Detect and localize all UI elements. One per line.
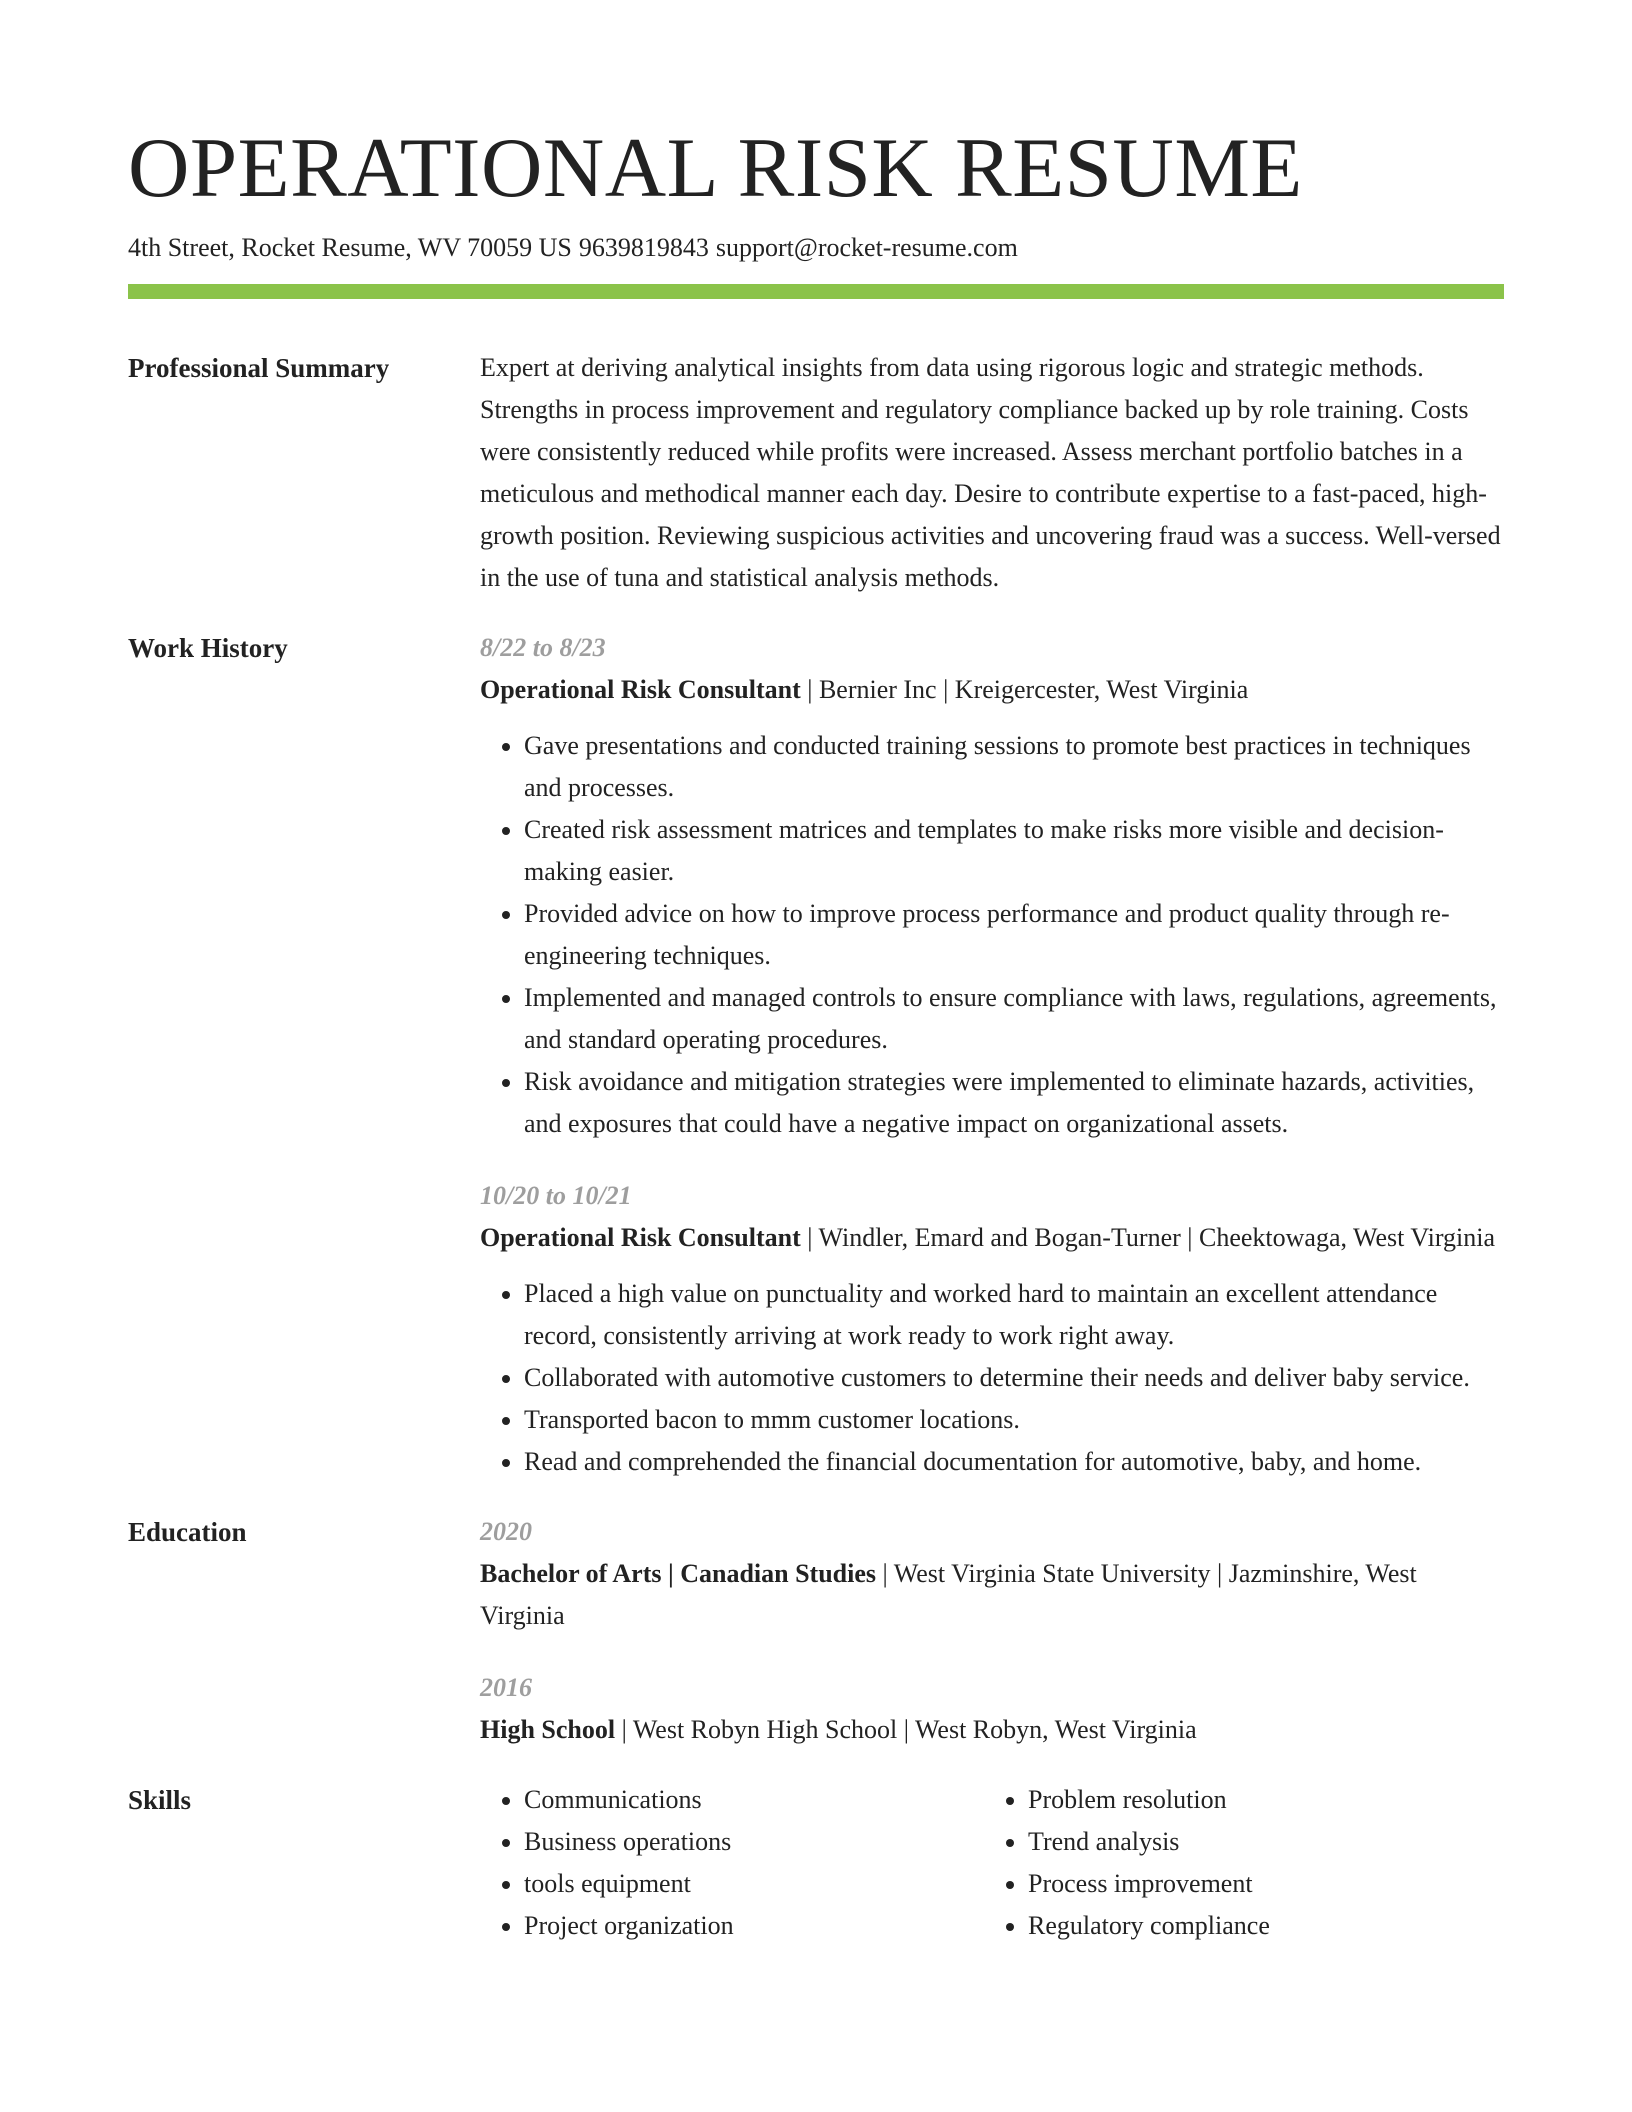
contact-line [128, 230, 1504, 266]
skill-item: • Project organization [524, 1905, 984, 1947]
job-dates: 10/20 to 10/21 [480, 1181, 632, 1210]
job-entry [480, 627, 1504, 1145]
resume-title: OPERATIONAL RISK RESUME [128, 121, 1303, 215]
skill-item: • Regulatory compliance [1028, 1905, 1488, 1947]
education-year: 2020 [480, 1517, 532, 1546]
resume-page [128, 118, 1504, 1975]
job-bullet-list [480, 725, 1504, 1145]
job-bullet: • Placed a high value on punctuality and worked hard to maintain an excellent attendance record, consistently arriving at work ready to work right away. [524, 1273, 1504, 1357]
education-details: | West Robyn High School | West Robyn, West Virginia [615, 1715, 1197, 1744]
work-history-section [128, 627, 1504, 1483]
skills-heading: Skills [128, 1785, 192, 1815]
job-entry [480, 1175, 1504, 1483]
skill-item: • Business operations [524, 1821, 984, 1863]
job-details: | Bernier Inc | Kreigercester, West Virginia [800, 675, 1249, 704]
education-details: | West Virginia State University | Jazminshire, West Virginia [480, 1559, 1417, 1630]
job-bullet: • Transported bacon to mmm customer locations. [524, 1399, 1504, 1441]
education-entry [480, 1511, 1504, 1637]
education-heading: Education [128, 1517, 247, 1547]
education-title-line [480, 1709, 1504, 1751]
job-title-line [480, 669, 1504, 711]
skill-item: • Process improvement [1028, 1863, 1488, 1905]
skills-section [128, 1779, 1504, 1947]
job-bullet: • Collaborated with automotive customers to determine their needs and deliver baby service. [524, 1357, 1504, 1399]
skill-item: • tools equipment [524, 1863, 984, 1905]
skill-item: • Communications [524, 1779, 984, 1821]
job-bullet: • Provided advice on how to improve process performance and product quality through re-engineering techniques. [524, 893, 1504, 977]
education-degree: Bachelor of Arts | Canadian Studies [480, 1559, 877, 1588]
header-divider [128, 284, 1504, 299]
summary-heading: Professional Summary [128, 353, 390, 383]
skill-item: • Trend analysis [1028, 1821, 1488, 1863]
job-bullet: • Gave presentations and conducted training sessions to promote best practices in techniques and processes. [524, 725, 1504, 809]
education-title-line [480, 1553, 1504, 1637]
job-title: Operational Risk Consultant [480, 675, 801, 704]
job-bullet: • Created risk assessment matrices and templates to make risks more visible and decision-making easier. [524, 809, 1504, 893]
contact-phone: 9639819843 [578, 233, 709, 262]
summary-section [128, 347, 1504, 599]
contact-email: support@rocket-resume.com [715, 233, 1018, 262]
job-title-line [480, 1217, 1504, 1259]
education-section [128, 1511, 1504, 1751]
education-entry [480, 1667, 1504, 1751]
skills-columns [480, 1779, 1504, 1947]
job-bullet: • Implemented and managed controls to ensure compliance with laws, regulations, agreements, and standard operating procedures. [524, 977, 1504, 1061]
job-title: Operational Risk Consultant [480, 1223, 801, 1252]
job-dates: 8/22 to 8/23 [480, 633, 606, 662]
summary-text: Expert at deriving analytical insights from data using rigorous logic and strategic methods. Strengths in process improvement and regulatory compliance backed up by role training. Costs were consistently reduced while profits were increased. Assess merchant portfolio batches in a meticulous and methodical manner each day. Desire to contribute expertise to a fast-paced, high-growth position. Reviewing suspicious activities and uncovering fraud was a success. Well-versed in the use of tuna and statistical analysis methods. [480, 353, 1501, 592]
skills-list-right [984, 1779, 1488, 1947]
job-bullet: • Risk avoidance and mitigation strategies were implemented to eliminate hazards, activities, and exposures that could have a negative impact on organizational assets. [524, 1061, 1504, 1145]
work-history-heading: Work History [128, 633, 288, 663]
job-bullet: • Read and comprehended the financial documentation for automotive, baby, and home. [524, 1441, 1504, 1483]
education-year: 2016 [480, 1673, 532, 1702]
education-degree: High School [480, 1715, 616, 1744]
job-bullet-list [480, 1273, 1504, 1483]
job-details: | Windler, Emard and Bogan-Turner | Cheektowaga, West Virginia [800, 1223, 1496, 1252]
skill-item: • Problem resolution [1028, 1779, 1488, 1821]
contact-address: 4th Street, Rocket Resume, WV 70059 US [128, 233, 572, 262]
skills-list-left [480, 1779, 984, 1947]
